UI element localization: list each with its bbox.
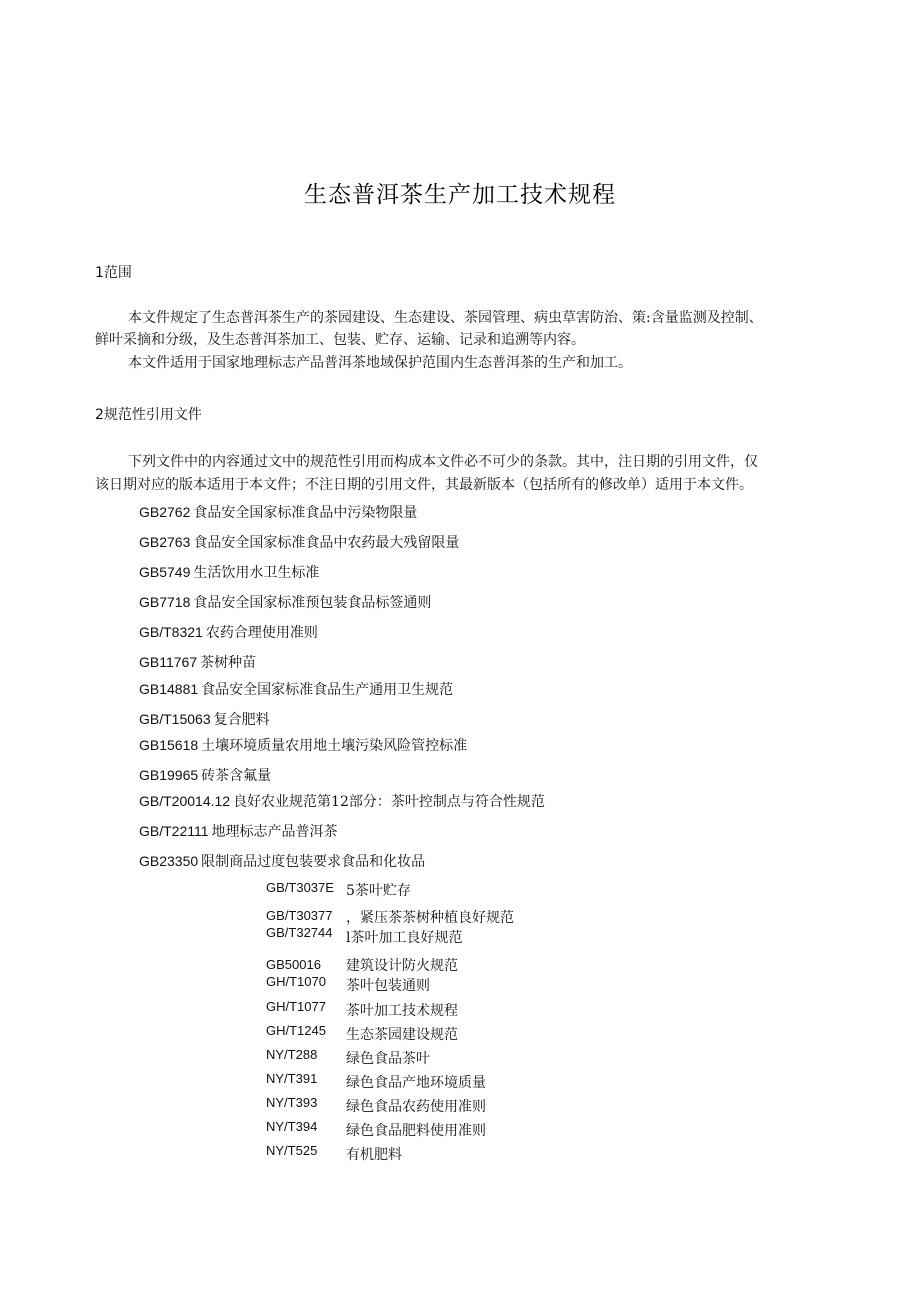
reference-title: 食品安全国家标准预包装食品标签通则	[193, 595, 432, 611]
reference-code: GB/T3037E	[266, 880, 334, 895]
reference-code: GB/T8321	[139, 624, 203, 640]
scope-paragraph-2: 本文件适用于国家地理标志产品普洱茶地域保护范围内生态普洱茶的生产和加工。	[128, 355, 632, 371]
reference-code: GB23350	[139, 853, 199, 869]
reference-code: GB/T22111	[139, 823, 209, 839]
reference-code: GB/T32744	[266, 925, 333, 940]
reference-code: GB14881	[139, 681, 199, 697]
reference-code: GB5749	[139, 564, 191, 580]
reference-title: 复合肥料	[213, 712, 270, 728]
reference-item	[139, 709, 270, 729]
scope-paragraph-line-1: 本文件规定了生态普洱茶生产的茶园建设、生态建设、茶园管理、病虫草害防治、策:含量监测及控制、	[128, 310, 763, 326]
reference-code: NY/T525	[266, 1143, 318, 1158]
reference-title: 农药合理使用准则	[205, 625, 318, 641]
section-heading-references: 2规范性引用文件	[95, 407, 202, 423]
reference-code: GH/T1245	[266, 1023, 326, 1038]
reference-title: 限制商品过度包装要求食品和化妆品	[201, 854, 426, 870]
reference-title: 绿色食品茶叶	[346, 1051, 430, 1067]
reference-code: GB2762	[139, 504, 191, 520]
section-heading-scope: 1范围	[95, 265, 132, 281]
reference-item	[139, 502, 417, 522]
reference-item	[139, 622, 318, 642]
reference-code: GH/T1077	[266, 999, 326, 1014]
reference-item	[139, 765, 271, 785]
reference-title: 绿色食品农药使用准则	[346, 1099, 486, 1115]
references-paragraph-line-2: 该日期对应的版本适用于本文件；不注日期的引用文件，其最新版本（包括所有的修改单）适用于本文件。	[95, 477, 753, 493]
reference-code: NY/T288	[266, 1047, 318, 1062]
reference-code: GB15618	[139, 737, 199, 753]
reference-title: l茶叶加工良好规范	[346, 930, 463, 946]
reference-code: GB50016	[266, 957, 321, 972]
reference-title: 建筑设计防火规范	[346, 958, 458, 974]
reference-title: 地理标志产品普洱茶	[211, 824, 338, 840]
reference-title: 5茶叶贮存	[346, 883, 411, 899]
reference-title: 生态茶园建设规范	[346, 1027, 458, 1043]
reference-item	[139, 562, 319, 582]
reference-item	[139, 532, 459, 552]
references-paragraph-line-1: 下列文件中的内容通过文中的规范性引用而构成本文件必不可少的条款。其中，注日期的引用文件，仅	[128, 454, 758, 470]
reference-title: 食品安全国家标准食品生产通用卫生规范	[201, 682, 454, 698]
reference-code: GB/T30377	[266, 908, 333, 923]
reference-code: GB2763	[139, 534, 191, 550]
reference-item	[139, 821, 338, 841]
reference-title: 生活饮用水卫生标准	[193, 565, 320, 581]
reference-title: 茶叶包装通则	[346, 978, 430, 994]
reference-item	[139, 735, 467, 755]
reference-title: ，紧压茶茶树种植良好规范	[346, 910, 514, 926]
reference-title: 砖茶含氟量	[201, 768, 272, 784]
reference-item	[139, 791, 545, 811]
reference-title: 茶叶加工技术规程	[346, 1003, 458, 1019]
reference-code: NY/T393	[266, 1095, 318, 1110]
reference-item	[139, 592, 431, 612]
reference-title: 良好农业规范第12部分：茶叶控制点与符合性规范	[233, 794, 545, 810]
reference-code: NY/T394	[266, 1119, 318, 1134]
reference-title: 茶树种苗	[200, 655, 257, 671]
reference-code: GB19965	[139, 767, 199, 783]
reference-title: 食品安全国家标准食品中污染物限量	[193, 505, 418, 521]
page-title: 生态普洱茶生产加工技术规程	[304, 182, 616, 208]
reference-title: 有机肥料	[346, 1147, 402, 1163]
reference-code: NY/T391	[266, 1071, 318, 1086]
reference-title: 土壤环境质量农用地土壤污染风险管控标准	[201, 738, 468, 754]
reference-item	[139, 679, 453, 699]
reference-code: GH/T1070	[266, 974, 326, 989]
reference-code: GB7718	[139, 594, 191, 610]
reference-item	[139, 652, 256, 672]
reference-code: GB/T15063	[139, 711, 211, 727]
reference-item	[139, 851, 425, 871]
reference-title: 食品安全国家标准食品中农药最大残留限量	[193, 535, 460, 551]
reference-title: 绿色食品肥料使用准则	[346, 1123, 486, 1139]
reference-code: GB11767	[139, 654, 198, 670]
reference-code: GB/T20014.12	[139, 793, 231, 809]
scope-paragraph-line-2: 鲜叶采摘和分级，及生态普洱茶加工、包装、贮存、运输、记录和追溯等内容。	[95, 332, 585, 348]
reference-title: 绿色食品产地环境质量	[346, 1075, 486, 1091]
